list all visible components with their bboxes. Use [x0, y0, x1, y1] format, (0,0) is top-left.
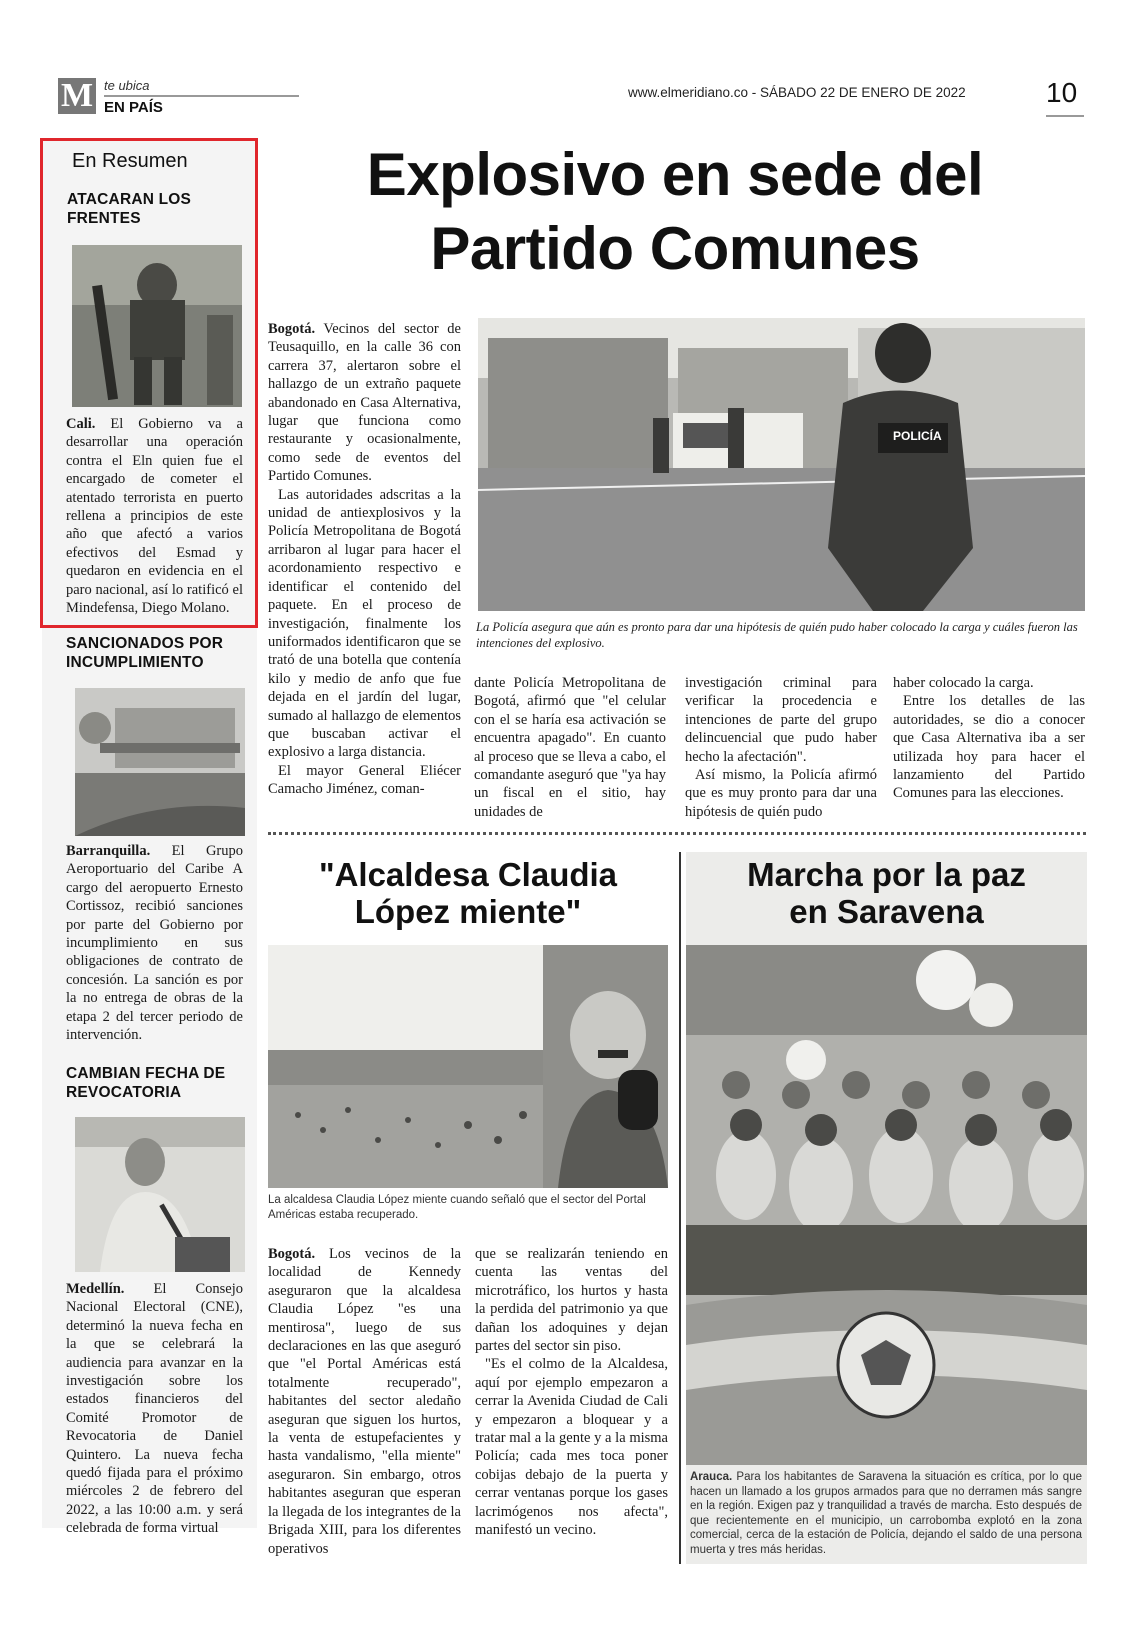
lopez-column-2 [475, 1245, 668, 1540]
main-story-col3-para-2: Así mismo, la Policía afirmó que es muy pronto para dar una hipótesis de quién pudo [685, 767, 877, 820]
lopez-col2-para-2: "Es el colmo de la Alcaldesa, aquí por ejemplo empezaron a cerrar la Avenida Ciudad de Cali y empezaron a bloquear y a tratar mal a la gente y a la misma Policía; cada mes toca poner cobijas debajo de la puerta y cerrar ventanas porque los gases lacrimógenos nos afecta", manifestó un vecino. [475, 1356, 668, 1539]
saravena-city: Arauca. [690, 1471, 733, 1483]
lopez-photo-caption: La alcaldesa Claudia López miente cuando señaló que el sector del Portal Américas estaba recuperado. [268, 1194, 646, 1221]
main-story-col1-p1-text: Vecinos del sector de Teusaquillo, en la calle 36 con carrera 37, alertaron sobre el hallazgo de un extraño paquete abandonado en Casa Alternativa, lugar que funciona como restaurante y ocasionalmente, como sede de eventos del Partido Comunes. [268, 321, 461, 485]
main-story-column-2: dante Policía Metropolitana de Bogotá, afirmó que "el celular con el se haría esa activación se encuentra apagado". En cuanto al proceso que se lleva a cabo, el comandante aseguró que "ya hay un fiscal en el sitio, hay unidades de [474, 675, 666, 820]
main-story-col3-para-1: investigación criminal para verificar la procedencia e intenciones de parte del grupo delincuencial que pudo haber hecho la afectación". [685, 675, 877, 765]
lopez-col2-para-1: que se realizarán teniendo en cuenta las ventas del microtráfico, los hurtos y hasta la perdida del patrimonio ya que dañan los adoquines y dejan partes del sector sin piso. [475, 1246, 668, 1355]
airport-photo [75, 688, 245, 836]
lopez-headline-line-2: López miente" [354, 893, 582, 930]
main-headline-line-2: Partido Comunes [430, 215, 920, 282]
march-photo-illustration [686, 945, 1087, 1465]
kicker-rule [104, 95, 299, 97]
section-divider [268, 832, 1086, 835]
main-story-column-3 [685, 674, 877, 821]
dateline: www.elmeridiano.co - SÁBADO 22 DE ENERO DE 2022 [628, 85, 966, 100]
main-headline-line-1: Explosivo en sede del [366, 141, 984, 208]
summary-box-title: En Resumen [72, 150, 188, 172]
page-number: 10 [1046, 77, 1078, 108]
lopez-headline-line-1: "Alcaldesa Claudia [318, 856, 618, 893]
main-story-col1-para-1 [268, 320, 461, 486]
main-story-col1-para-2: Las autoridades adscritas a la unidad de antiexplosivos y la Policía Metropolitana de Bogotá arribaron al lugar para hacer el acordonamiento respectivo e identificar el contenido del paquete. En el proceso de investigación, finalmente los uniformados identificaron que se trató de una botella que contenía kilo y medio de anfo que fue dejada en el jardín del lugar, sumado al hallazgo de elementos que buscaban activar el explosivo a larga distancia. [268, 486, 461, 761]
main-story-column-1 [268, 320, 461, 799]
sidebar-story-2-headline: SANCIONADOS POR INCUMPLIMIENTO [66, 635, 224, 671]
sidebar-story-1-body: El Gobierno va a desarrollar una operación contra el Eln quien fue el encargado de cometer el atentado terrorista en puerto rellena a principios de este año que afectó a varios efectivos del Esmad y quedaron en evidencia en el paro nacional, así lo ratificó el Mindefensa, Diego Molano. [66, 416, 243, 617]
column-divider [679, 852, 681, 1564]
march-photo [686, 945, 1087, 1465]
lopez-column-1 [268, 1245, 461, 1558]
main-story-col1-para-3: El mayor General Eliécer Camacho Jiménez, coman- [268, 762, 461, 798]
main-story-city: Bogotá. [268, 321, 316, 337]
police-scene-illustration [478, 318, 1085, 611]
main-story-column-4 [893, 674, 1085, 803]
sidebar-story-3-headline: CAMBIAN FECHA DE REVOCATORIA [66, 1065, 226, 1101]
sidebar-story-1-text [66, 415, 243, 617]
soldier-photo [72, 245, 242, 407]
quintero-photo [75, 1117, 245, 1272]
lopez-city: Bogotá. [268, 1246, 316, 1262]
sidebar-story-3-body: El Consejo Nacional Electoral (CNE), determinó la nueva fecha en la que se celebrará la audiencia para avanzar en la investigación sobre los estados financieros del Comité Promotor de Revocatoria de Daniel Quintero. La nueva fecha quedó fijada para el próximo miércoles 2 de febrero del 2022, a las 10:00 a.m. y será celebrada de forma virtual [66, 1281, 243, 1537]
sidebar-story-1-city: Cali. [66, 416, 96, 432]
sidebar-story-2-body: El Grupo Aeroportuario del Caribe A cargo del aeropuerto Ernesto Cortissoz, recibió sanciones por parte del Gobierno por incumplimiento en sus obligaciones de contrato de concesión. La sanción es por la no entrega de obras de la etapa 2 del tercer periodo de intervención. [66, 843, 243, 1044]
quintero-photo-illustration [75, 1117, 245, 1272]
main-story-col4-para-1: haber colocado la carga. [893, 675, 1034, 691]
portal-americas-photo [268, 945, 668, 1188]
section-name: EN PAÍS [104, 99, 163, 116]
police-scene-photo [478, 318, 1085, 611]
saravena-headline-line-1: Marcha por la paz [747, 856, 1026, 893]
logo-mark: M [58, 78, 96, 114]
lopez-col1-text: Los vecinos de la localidad de Kennedy aseguraron que la alcaldesa Claudia López "es una mentirosa", luego de sus declaraciones en las que aseguró que "el Portal Américas está totalmente recuperado", habitantes del sector aledaño aseguran que siguen los hurtos, la venta de estupefacientes y hasta vandalismo, "ella miente" aseguraron. Sin embargo, otros habitantes aseguran que esperan la llegada de los integrantes de la Brigada XIII, para los diferentes operativos [268, 1246, 461, 1557]
sidebar-story-2-city: Barranquilla. [66, 843, 151, 859]
soldier-photo-illustration [72, 245, 242, 407]
sidebar-story-1-headline: ATACARAN LOS FRENTES [67, 191, 192, 227]
main-story-col4-para-2: Entre los detalles de las autoridades, se dio a conocer que Casa Alternativa iba a ser utilizada hoy para hacer el lanzamiento del Partido Comunes para las elecciones. [893, 693, 1085, 802]
main-photo-caption: La Policía asegura que aún es pronto para dar una hipótesis de quién pudo haber colocado la carga y cuáles fueron las intenciones del explosivo. [476, 620, 1078, 650]
sidebar-story-2-text [66, 842, 243, 1044]
sidebar-story-3-city: Medellín. [66, 1281, 125, 1297]
portal-americas-illustration [268, 945, 668, 1188]
sidebar-story-3-text [66, 1280, 243, 1538]
airport-photo-illustration [75, 688, 245, 836]
police-vest-label: POLICÍA [893, 429, 942, 443]
saravena-caption [690, 1470, 1082, 1557]
saravena-caption-text: Para los habitantes de Saravena la situación es crítica, por lo que hacen un llamado a los grupos armados para que no derramen más sangre en la región. Exigen paz y tranquilidad a través de marcha. Esto después de que recientemente en el municipio, un carrobomba explotó en la zona comercial, cerca de la estación de Policía, dejando el saldo de una persona muerta y tres más heridas. [690, 1471, 1082, 1556]
section-kicker: te ubica [104, 78, 150, 93]
saravena-headline-line-2: en Saravena [789, 893, 984, 930]
page-number-rule [1046, 115, 1084, 117]
